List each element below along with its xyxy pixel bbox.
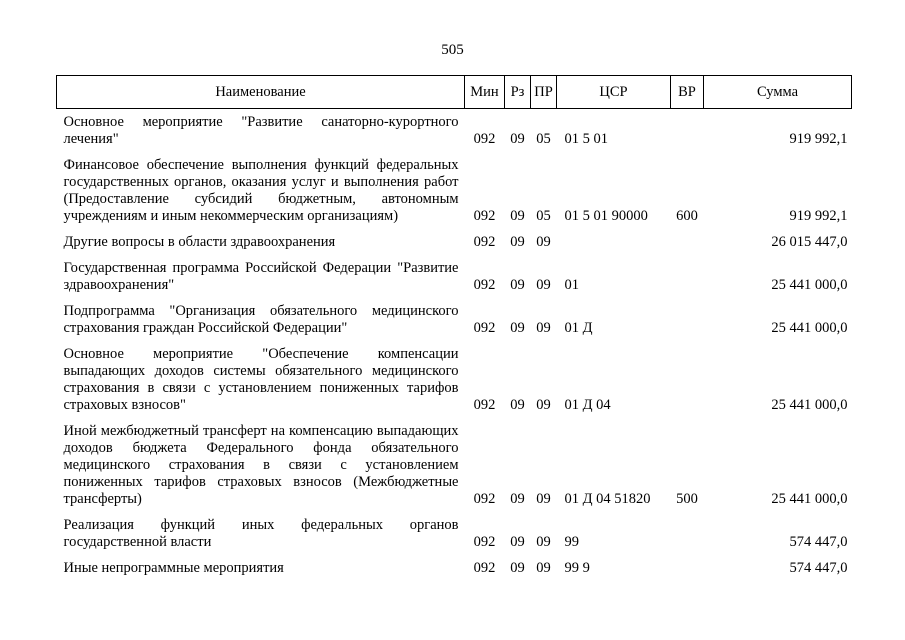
row-min: 092 [473, 560, 496, 576]
row-sum: 574 447,0 [789, 534, 848, 550]
row-name: Финансовое обеспечение выполнения функций федеральных государственных органов, оказания услуг и выполнения работ (Предоставление субсидий бюджетным, автономным учреждениям и иным некоммерческим организациям) [63, 157, 459, 224]
row-name: Государственная программа Российской Федерации "Развитие здравоохранения" [63, 260, 459, 293]
header-name: Наименование [57, 76, 465, 109]
row-vr [671, 229, 704, 255]
row-sum: 574 447,0 [789, 560, 848, 576]
table-row [57, 229, 852, 255]
row-pr: 05 [536, 208, 551, 224]
row-name: Иной межбюджетный трансферт на компенсацию выпадающих доходов бюджета Федерального фонда обязательного медицинского страхования в связи с установлением пониженных тарифов страховых взносов (Межбюджетные трансферты) [63, 423, 459, 507]
row-vr [671, 555, 704, 581]
header-min: Мин [465, 76, 505, 109]
table-header-row [57, 76, 852, 109]
row-rz: 09 [510, 208, 525, 224]
row-csr: 01 Д [564, 320, 593, 336]
row-pr: 09 [536, 560, 551, 576]
row-csr: 99 9 [564, 560, 590, 576]
row-rz: 09 [510, 131, 525, 147]
row-sum: 919 992,1 [789, 208, 848, 224]
row-sum: 919 992,1 [789, 131, 848, 147]
row-rz: 09 [510, 534, 525, 550]
table-row [57, 555, 852, 581]
row-pr: 09 [536, 397, 551, 413]
row-sum: 25 441 000,0 [771, 397, 848, 413]
row-vr: 500 [676, 491, 698, 507]
table-row [57, 341, 852, 418]
row-csr: 01 5 01 [564, 131, 608, 147]
row-rz: 09 [510, 320, 525, 336]
row-csr: 99 [564, 534, 579, 550]
table-row [57, 109, 852, 153]
row-pr: 09 [536, 320, 551, 336]
row-pr: 05 [536, 131, 551, 147]
row-vr [671, 512, 704, 555]
row-sum: 25 441 000,0 [771, 277, 848, 293]
row-rz: 09 [510, 234, 525, 250]
table-row [57, 298, 852, 341]
row-name: Реализация функций иных федеральных органов государственной власти [63, 517, 459, 550]
row-name: Основное мероприятие "Обеспечение компенсации выпадающих доходов системы обязательного медицинского страхования в связи с установлением пониженных тарифов страховых взносов" [63, 346, 459, 413]
row-rz: 09 [510, 277, 525, 293]
row-pr: 09 [536, 534, 551, 550]
row-vr [671, 255, 704, 298]
row-vr: 600 [676, 208, 698, 224]
row-sum: 25 441 000,0 [771, 491, 848, 507]
row-vr [671, 341, 704, 418]
row-sum: 26 015 447,0 [771, 234, 848, 250]
row-vr [671, 109, 704, 153]
row-min: 092 [473, 534, 496, 550]
header-pr: ПР [531, 76, 557, 109]
header-sum: Сумма [704, 76, 852, 109]
row-rz: 09 [510, 560, 525, 576]
row-min: 092 [473, 131, 496, 147]
row-csr [557, 229, 671, 255]
row-pr: 09 [536, 277, 551, 293]
row-name: Другие вопросы в области здравоохранения [63, 234, 336, 250]
row-vr [671, 298, 704, 341]
page-number: 505 [441, 42, 464, 58]
row-csr: 01 5 01 90000 [564, 208, 648, 224]
row-csr: 01 Д 04 [564, 397, 611, 413]
row-rz: 09 [510, 491, 525, 507]
row-min: 092 [473, 234, 496, 250]
table-row [57, 255, 852, 298]
budget-table [56, 75, 852, 581]
row-min: 092 [473, 491, 496, 507]
row-pr: 09 [536, 491, 551, 507]
table-row [57, 512, 852, 555]
header-vr: ВР [671, 76, 704, 109]
row-csr: 01 Д 04 51820 [564, 491, 651, 507]
row-csr: 01 [564, 277, 579, 293]
row-min: 092 [473, 397, 496, 413]
table-row [57, 152, 852, 229]
header-rz: Рз [505, 76, 531, 109]
row-sum: 25 441 000,0 [771, 320, 848, 336]
row-name: Иные непрограммные мероприятия [63, 560, 284, 576]
row-min: 092 [473, 320, 496, 336]
row-name: Подпрограмма "Организация обязательного медицинского страхования граждан Российской Федерации" [63, 303, 459, 336]
header-csr: ЦСР [557, 76, 671, 109]
row-min: 092 [473, 208, 496, 224]
row-min: 092 [473, 277, 496, 293]
row-rz: 09 [510, 397, 525, 413]
table-row [57, 418, 852, 512]
row-pr: 09 [536, 234, 551, 250]
row-name: Основное мероприятие "Развитие санаторно-курортного лечения" [63, 114, 459, 147]
